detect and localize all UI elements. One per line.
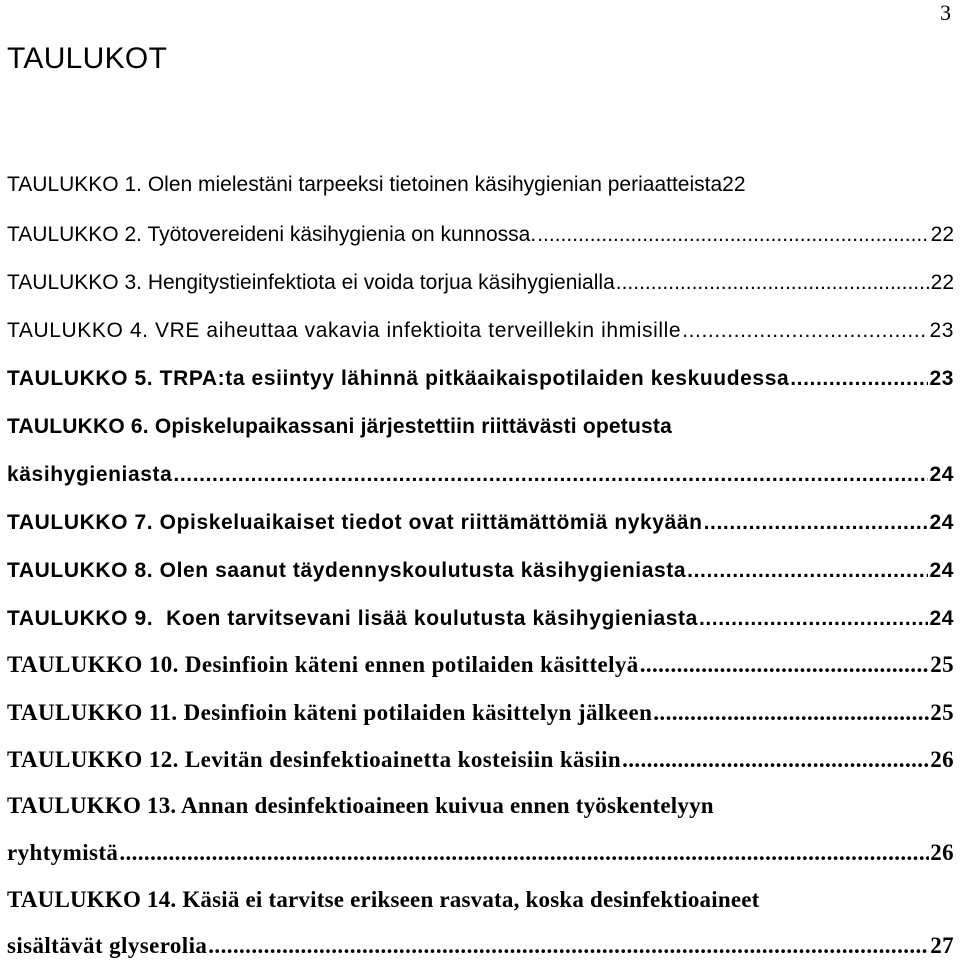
toc-entry-label: TAULUKKO 13. Annan desinfektioaineen kuivua ennen työskentelyyn	[7, 793, 714, 818]
toc-entry-9[interactable]	[7, 607, 954, 631]
toc-entry-4[interactable]	[7, 319, 954, 343]
toc-entry-label: TAULUKKO 11. Desinfioin käteni potilaiden käsittelyn jälkeen	[7, 700, 653, 725]
toc-leader-dots	[616, 271, 930, 295]
toc-entry-5[interactable]	[7, 367, 954, 391]
toc-entry-page: 24	[929, 607, 954, 630]
toc-entry-page: 26	[930, 840, 954, 865]
toc-leader-dots	[640, 652, 929, 678]
toc-entry-label: TAULUKKO 7. Opiskeluaikaiset tiedot ovat riittämättömiä nykyään	[7, 511, 703, 534]
toc-leader-dots	[653, 700, 929, 726]
toc-entry-label: TAULUKKO 4. VRE aiheuttaa vakavia infektioita terveillekin ihmisille	[7, 319, 682, 342]
toc-entry-page: 24	[929, 511, 954, 534]
toc-entry-page: 24	[929, 559, 954, 582]
toc-leader-dots	[537, 223, 929, 247]
toc-entry-14[interactable]	[7, 887, 954, 913]
toc-entry-label-continued: käsihygieniasta	[7, 463, 173, 486]
toc-entry-2[interactable]	[7, 223, 954, 247]
toc-entry-page: 23	[929, 367, 954, 390]
toc-entry-page: 26	[930, 747, 954, 772]
toc-entry-1[interactable]	[7, 173, 954, 197]
toc-entry-label: TAULUKKO 10. Desinfioin käteni ennen potilaiden käsittelyä	[7, 652, 639, 677]
toc-leader-dots	[704, 511, 929, 535]
toc-entry-page: 24	[929, 463, 954, 486]
toc-entry-page: 25	[930, 652, 954, 677]
toc-entry-label-continued: ryhtymistä	[7, 840, 119, 865]
toc-entry-label: TAULUKKO 1. Olen mielestäni tarpeeksi tietoinen käsihygienian periaatteista	[7, 173, 723, 196]
toc-entry-page: 25	[930, 700, 954, 725]
toc-leader-dots	[790, 367, 928, 391]
toc-entry-6[interactable]	[7, 415, 954, 439]
toc-entry-label: TAULUKKO 6. Opiskelupaikassani järjestettiin riittävästi opetusta	[7, 415, 672, 438]
toc-entry-10[interactable]	[7, 652, 954, 678]
toc-entry-label: TAULUKKO 14. Käsiä ei tarvitse erikseen rasvata, koska desinfektioaineet	[7, 887, 760, 912]
toc-leader-dots	[687, 559, 928, 583]
toc-leader-dots	[208, 933, 929, 959]
toc-entry-6-continued[interactable]	[7, 463, 954, 487]
toc-leader-dots	[173, 463, 928, 487]
toc-leader-dots	[699, 607, 929, 631]
toc-entry-12[interactable]	[7, 747, 954, 773]
toc-entry-label: TAULUKKO 2. Työtovereideni käsihygienia on kunnossa.	[7, 223, 537, 246]
toc-entry-13-continued[interactable]	[7, 840, 954, 866]
toc-entry-7[interactable]	[7, 511, 954, 535]
toc-entry-label: TAULUKKO 5. TRPA:ta esiintyy lähinnä pitkäaikaispotilaiden keskuudessa	[7, 367, 790, 390]
page-title: TAULUKOT	[7, 42, 168, 75]
toc-entry-14-continued[interactable]	[7, 933, 954, 959]
toc-entry-label: TAULUKKO 12. Levitän desinfektioainetta kosteisiin käsiin	[7, 747, 622, 772]
toc-leader-dots	[622, 747, 929, 773]
toc-entry-label-continued: sisältävät glyserolia	[7, 933, 208, 958]
toc-leader-dots	[682, 319, 928, 343]
toc-entry-page: 22	[722, 173, 746, 196]
toc-entry-8[interactable]	[7, 559, 954, 583]
toc-entry-label: TAULUKKO 8. Olen saanut täydennyskoulutusta käsihygieniasta	[7, 559, 687, 582]
toc-entry-13[interactable]	[7, 793, 954, 819]
toc-entry-label: TAULUKKO 9. Koen tarvitsevani lisää koulutusta käsihygieniasta	[7, 607, 698, 630]
toc-entry-page: 22	[930, 223, 954, 246]
toc-leader-dots	[119, 840, 929, 866]
toc-entry-page: 23	[929, 319, 954, 342]
toc-entry-page: 27	[930, 933, 954, 958]
page-number: 3	[940, 0, 951, 25]
toc-entry-11[interactable]	[7, 700, 954, 726]
toc-entry-label: TAULUKKO 3. Hengitystieinfektiota ei voida torjua käsihygienialla	[7, 271, 615, 294]
toc-entry-page: 22	[930, 271, 954, 294]
toc-entry-3[interactable]	[7, 271, 954, 295]
